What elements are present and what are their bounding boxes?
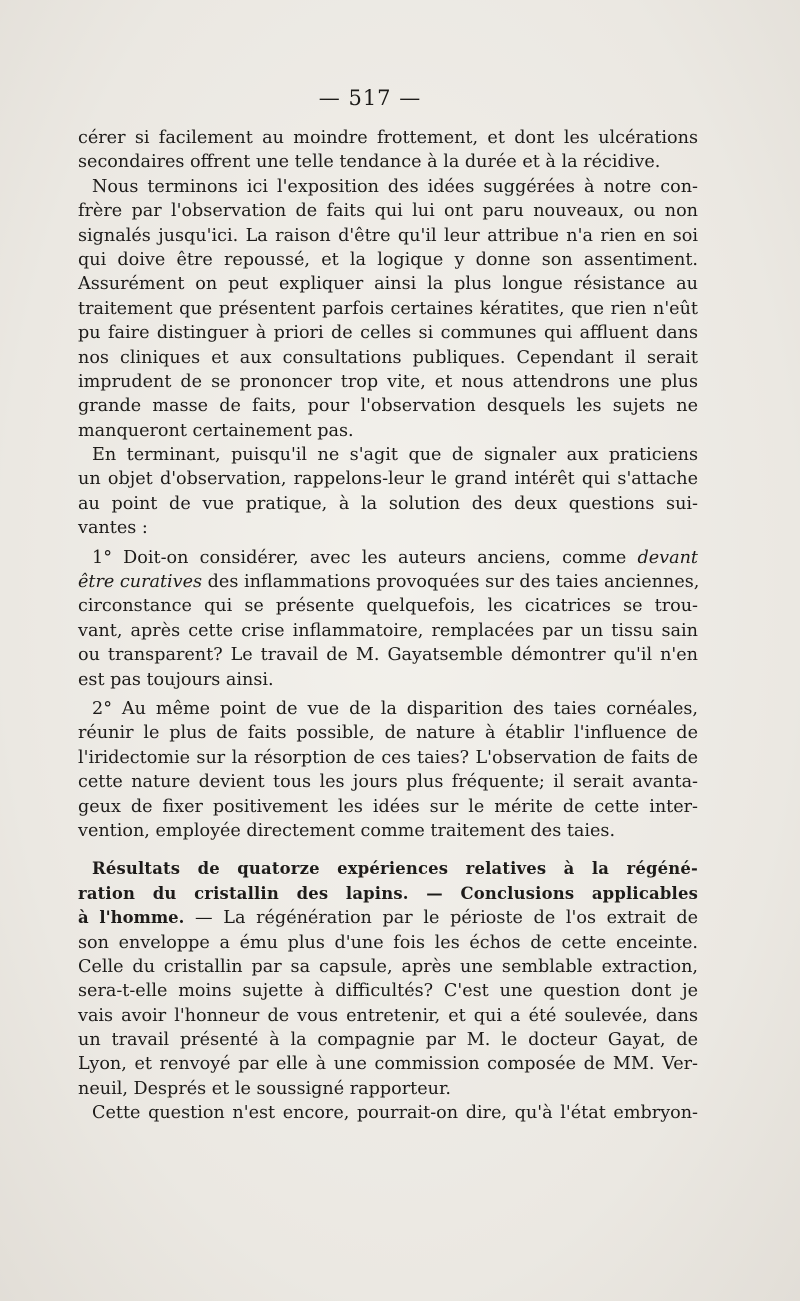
text-line: Celle du cristallin par sa capsule, après une semblable extraction, — [78, 956, 698, 977]
text-line: circonstance qui se présente quelquefois, les cicatrices se trou- — [78, 596, 698, 617]
text-line: secondaires offrent une telle tendance à la durée et à la récidive. — [78, 152, 661, 173]
italic-text: devant — [637, 547, 699, 568]
text-line: pu faire distinguer à priori de celles si communes qui affluent dans — [78, 323, 698, 344]
text-line: cérer si facilement au moindre frottement, et dont les ulcérations — [78, 128, 698, 148]
text-line: vais avoir l'honneur de vous entretenir, et qui a été soulevée, dans — [78, 1005, 698, 1026]
section-heading: ration du cristallin des lapins. — Conclusions applicables — [78, 883, 698, 903]
text-run: — La régénération par le périoste de l'os extrait de — [195, 908, 698, 929]
text-line: Cette question n'est encore, pourrait-on dire, qu'à l'état embryon- — [92, 1103, 698, 1124]
section-results — [78, 857, 698, 1101]
paragraph — [78, 1101, 698, 1125]
paragraph — [78, 175, 698, 443]
text-line: vantes : — [78, 518, 148, 539]
text-run: des inflammations provoquées sur des taies anciennes, — [207, 572, 700, 593]
text-line: grande masse de faits, pour l'observation desquels les sujets ne — [78, 396, 698, 417]
section-heading: à l'homme. — [78, 908, 185, 928]
text-line: Assurément on peut expliquer ainsi la plus longue résistance au — [78, 274, 698, 295]
text-line: imprudent de se prononcer trop vite, et nous attendrons une plus — [78, 371, 698, 392]
text-line: vant, après cette crise inflammatoire, remplacées par un tissu sain — [78, 620, 698, 641]
text-line: un travail présenté à la compagnie par M. le docteur Gayat, de — [78, 1030, 698, 1051]
text-line: vention, employée directement comme traitement des taies. — [78, 820, 616, 841]
text-line: frère par l'observation de faits qui lui ont paru nouveaux, ou non — [78, 201, 698, 222]
text-line: neuil, Després et le soussigné rapporteur. — [78, 1078, 452, 1099]
text-line: 2° Au même point de vue de la disparition des taies cornéales, — [92, 698, 698, 719]
text-line: un objet d'observation, rappelons-leur le grand intérêt qui s'attache — [78, 469, 698, 490]
text-line: manqueront certainement pas. — [78, 420, 354, 441]
paragraph — [78, 443, 698, 541]
text-line: geux de fixer positivement les idées sur le mérite de cette inter- — [78, 796, 698, 817]
text-line: sera-t-elle moins sujette à difficultés? C'est une question dont je — [78, 981, 698, 1002]
page-number: — 517 — — [318, 86, 422, 110]
text-line: signalés jusqu'ici. La raison d'être qu'il leur attribue n'a rien en soi — [78, 225, 698, 246]
text-line: est pas toujours ainsi. — [78, 669, 274, 690]
text-line: En terminant, puisqu'il ne s'agit que de signaler aux praticiens — [92, 445, 698, 466]
section-heading: Résultats de quatorze expériences relatives à la régéné- — [92, 859, 698, 879]
question-2 — [78, 697, 698, 843]
text-line: Nous terminons ici l'exposition des idées suggérées à notre con- — [92, 176, 698, 197]
text-line: traitement que présentent parfois certaines kératites, que rien n'eût — [78, 298, 698, 319]
italic-text: être curatives — [78, 572, 203, 593]
text-line: son enveloppe a ému plus d'une fois les échos de cette enceinte. — [78, 932, 698, 953]
text-line: nos cliniques et aux consultations publiques. Cependant il serait — [78, 347, 698, 368]
question-1 — [78, 546, 698, 692]
text-line: ou transparent? Le travail de M. Gayatsemble démontrer qu'il n'en — [78, 645, 698, 666]
text-line: l'iridectomie sur la résorption de ces taies? L'observation de faits de — [78, 747, 698, 768]
text-line: réunir le plus de faits possible, de nature à établir l'influence de — [78, 723, 698, 744]
text-line — [78, 570, 698, 594]
body-text — [78, 126, 698, 1126]
text-line: cette nature devient tous les jours plus fréquente; il serait avanta- — [78, 772, 698, 793]
text-line: qui doive être repoussé, et la logique y donne son assentiment. — [78, 249, 698, 270]
text-run: 1° Doit-on considérer, avec les auteurs anciens, comme — [92, 547, 627, 568]
text-line: Lyon, et renvoyé par elle à une commission composée de MM. Ver- — [78, 1054, 698, 1075]
paragraph-continuation — [78, 126, 698, 175]
text-line — [78, 906, 698, 930]
text-line — [78, 546, 698, 570]
text-line: au point de vue pratique, à la solution des deux questions sui- — [78, 493, 698, 514]
